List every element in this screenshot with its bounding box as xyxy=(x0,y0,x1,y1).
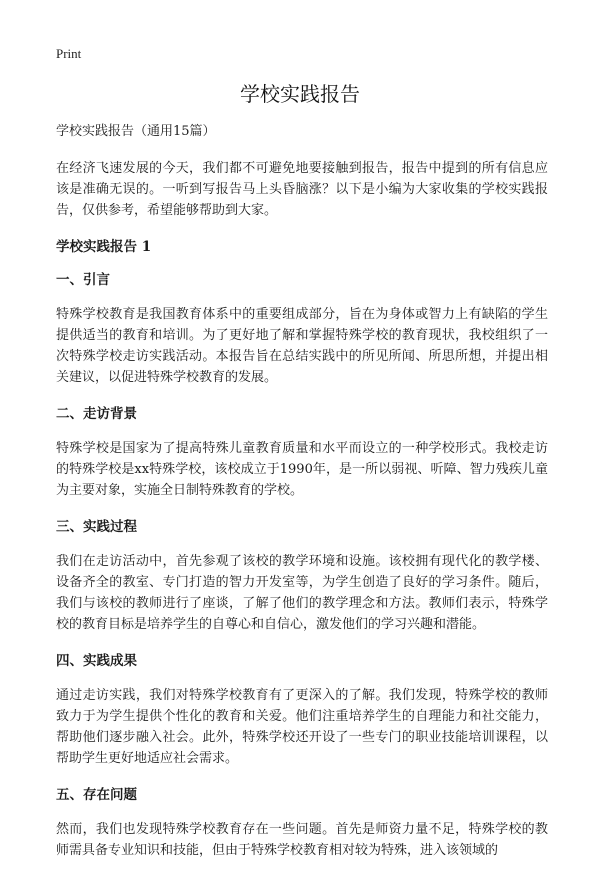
section-heading-background: 二、走访背景 xyxy=(56,406,137,422)
document-subtitle: 学校实践报告（通用15篇） xyxy=(56,124,216,139)
section-heading-issues: 五、存在问题 xyxy=(56,787,137,803)
report-heading: 学校实践报告 1 xyxy=(56,239,152,255)
section-heading-process: 三、实践过程 xyxy=(56,519,137,535)
section-body-process: 我们在走访活动中，首先参观了该校的教学环境和设施。该校拥有现代化的教学楼、设备齐全的教室、专门打造的智力开发室等，为学生创造了良好的学习条件。随后，我们与该校的教师进行了座谈，了解了他们的教学理念和方法。教师们表示，特殊学校的教育目标是培养学生的自尊心和自信心，激发他们的学习兴趣和潜能。 xyxy=(56,554,548,632)
section-body-issues: 然而，我们也发现特殊学校教育存在一些问题。首先是师资力量不足，特殊学校的教师需具备专业知识和技能，但由于特殊学校教育相对较为特殊，进入该领域的 xyxy=(56,822,548,858)
page-title: 学校实践报告 xyxy=(240,82,360,106)
section-body-intro: 特殊学校教育是我国教育体系中的重要组成部分，旨在为身体或智力上有缺陷的学生提供适当的教育和培训。为了更好地了解和掌握特殊学校的教育现状，我校组织了一次特殊学校走访实践活动。本报告旨在总结实践中的所见所闻、所思所想，并提出相关建议，以促进特殊学校教育的发展。 xyxy=(56,307,548,385)
document-body xyxy=(56,122,548,877)
section-body-results: 通过走访实践，我们对特殊学校教育有了更深入的了解。我们发现，特殊学校的教师致力于为学生提供个性化的教育和关爱。他们注重培养学生的自理能力和社交能力，帮助他们逐步融入社会。此外，特殊学校还开设了一些专门的职业技能培训课程，以帮助学生更好地适应社会需求。 xyxy=(56,688,548,766)
section-heading-intro: 一、引言 xyxy=(56,272,110,288)
section-heading-results: 四、实践成果 xyxy=(56,653,137,669)
intro-paragraph: 在经济飞速发展的今天，我们都不可避免地要接触到报告，报告中提到的所有信息应该是准确无误的。一听到写报告马上头昏脑涨？以下是小编为大家收集的学校实践报告，仅供参考，希望能够帮助到大家。 xyxy=(56,161,548,218)
section-body-background: 特殊学校是国家为了提高特殊儿童教育质量和水平而设立的一种学校形式。我校走访的特殊学校是xx特殊学校，该校成立于1990年，是一所以弱视、听障、智力残疾儿童为主要对象，实施全日制特殊教育的学校。 xyxy=(56,441,548,498)
print-link[interactable]: Print xyxy=(56,46,82,61)
